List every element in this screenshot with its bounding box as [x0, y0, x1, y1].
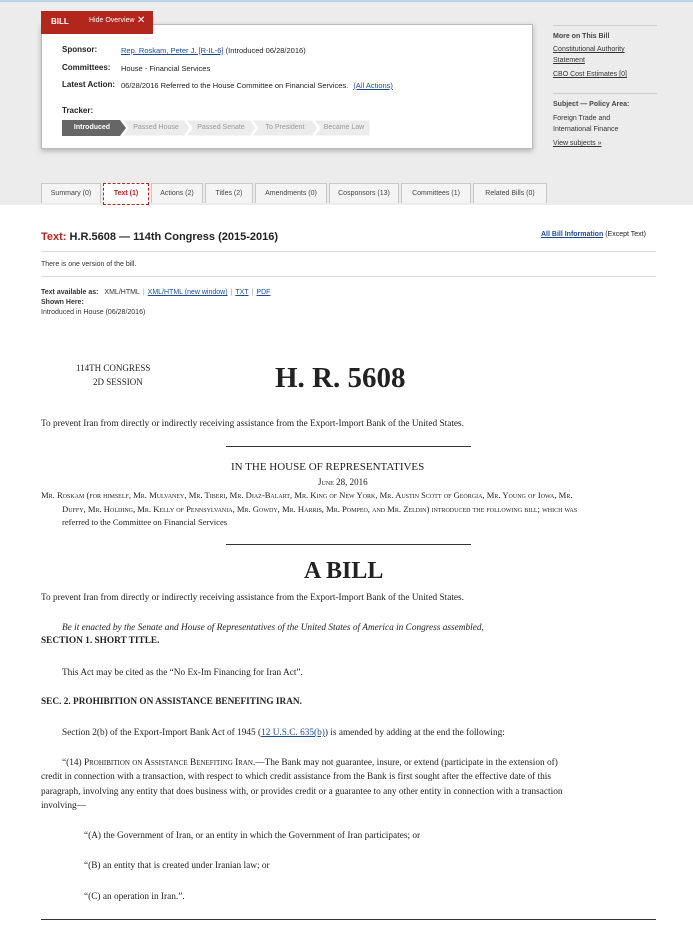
divider [41, 919, 656, 920]
bill-tracker [62, 120, 372, 136]
tab-cosponsors[interactable]: Cosponsors (13) [329, 183, 399, 203]
tab-titles[interactable]: Titles (2) [205, 183, 253, 203]
tracker-step-to-president: To President [265, 124, 305, 131]
session-label: 2D SESSION [93, 377, 143, 387]
sponsor-introduced: (Introduced 06/28/2016) [225, 46, 306, 55]
tab-text[interactable]: Text (1) [103, 183, 149, 205]
tab-summary[interactable]: Summary (0) [41, 183, 101, 203]
tracker-step-passed-house: Passed House [133, 124, 179, 131]
except-text: (Except Text) [605, 231, 646, 238]
format-txt-link[interactable]: TXT [235, 289, 249, 296]
paragraph-14-line-1 [62, 758, 558, 768]
house-heading: IN THE HOUSE OF REPRESENTATIVES [231, 461, 425, 473]
divider [226, 446, 471, 447]
divider [41, 251, 656, 252]
tracker-step-became-law: Became Law [323, 124, 365, 131]
congress-label: 114TH CONGRESS [76, 363, 151, 373]
tab-actions[interactable]: Actions (2) [151, 183, 203, 203]
all-bill-info [541, 231, 646, 238]
statement-link[interactable]: Statement [553, 57, 585, 64]
bill-overview-tab [41, 11, 153, 34]
subject-line-1: Foreign Trade and [553, 115, 611, 122]
section-2-heading: SEC. 2. PROHIBITION ON ASSISTANCE BENEFITING IRAN. [41, 697, 302, 707]
paragraph-14-heading: “(14) Prohibition on Assistance Benefiting Iran. [62, 758, 256, 768]
version-note: There is one version of the bill. [41, 261, 137, 268]
sponsor-label: Sponsor: [62, 45, 98, 54]
section-2-pre: Section 2(b) of the Export-Import Bank Act of 1945 ( [62, 728, 262, 738]
introduction-date: June 28, 2016 [318, 477, 368, 487]
paragraph-14-line-4: involving— [41, 801, 86, 811]
tab-related-bills[interactable]: Related Bills (0) [473, 183, 547, 203]
text-label: Text: [41, 231, 67, 243]
tab-amendments[interactable]: Amendments (0) [255, 183, 327, 203]
section-1-text: This Act may be cited as the “No Ex-Im Financing for Iran Act”. [62, 668, 303, 678]
introduced-version: Introduced in House (06/28/2016) [41, 309, 146, 316]
bill-tab-label: BILL [51, 17, 69, 26]
committees-label: Committees: [62, 63, 111, 72]
latest-action-text: 06/28/2016 Referred to the House Committee on Financial Services. [121, 81, 349, 90]
format-xml-new-window-link[interactable]: XML/HTML (new window) [147, 289, 228, 296]
committees-row [62, 63, 110, 72]
subject-line-2: International Finance [553, 126, 619, 133]
sponsors-line-2: Duffy, Mr. Holding, Mr. Kelly of Pennsylvania, Mr. Gowdy, Mr. Harris, Mr. Pompeo, and Mr. Zeldin) introduced the following bill; which was [62, 504, 578, 514]
enacting-clause: Be it enacted by the Senate and House of Representatives of the United States of America in Congress assembled, [62, 623, 484, 633]
subparagraph-c: “(C) an operation in Iran.”. [84, 892, 185, 902]
sidebar-divider-top [553, 25, 657, 26]
cbo-cost-estimates-link[interactable]: CBO Cost Estimates [0] [553, 71, 627, 78]
more-on-bill-heading: More on This Bill [553, 33, 610, 40]
bill-title: H.R.5608 — 114th Congress (2015-2016) [69, 231, 279, 243]
sponsors-line-1: Mr. Roskam (for himself, Mr. Mulvaney, Mr. Tiberi, Mr. Diaz-Balart, Mr. King of New York, Mr. Austin Scott of Georgia, Mr. Young of Iowa, Mr. [41, 490, 573, 500]
close-icon[interactable]: ✕ [137, 15, 146, 26]
latest-action-row [62, 80, 115, 89]
a-bill-heading: A BILL [304, 558, 384, 584]
format-pdf-link[interactable]: PDF [256, 289, 271, 296]
tracker-step-introduced: Introduced [73, 124, 111, 131]
divider [41, 276, 656, 277]
sponsors-line-3: referred to the Committee on Financial Services [62, 517, 228, 527]
committees-value: House - Financial Services [121, 64, 211, 73]
bill-purpose: To prevent Iran from directly or indirectly receiving assistance from the Export-Import Bank of the United States. [41, 419, 464, 429]
subject-policy-heading: Subject — Policy Area: [553, 101, 630, 108]
all-bill-information-link[interactable]: All Bill Information [541, 231, 604, 238]
bill-number: H. R. 5608 [275, 362, 406, 394]
paragraph-14-line-2: credit in connection with a transaction, with respect to which credit assistance from the Bank is first sought after the effective date of this [41, 772, 551, 782]
sponsor-value [121, 46, 306, 55]
subparagraph-b: “(B) an entity that is created under Iranian law; or [84, 861, 270, 871]
section-2-text [62, 728, 505, 738]
shown-here-label: Shown Here: [41, 299, 84, 306]
usc-citation-link[interactable]: 12 U.S.C. 635(b) [261, 728, 325, 738]
sponsor-row [62, 45, 97, 54]
divider [226, 544, 471, 545]
paragraph-14-lead-text: —The Bank may not guarantee, insure, or extend (participate in the extension of) [255, 758, 558, 768]
subparagraph-a: “(A) the Government of Iran, or an entity in which the Government of Iran participates; or [84, 831, 421, 841]
bill-purpose-repeat: To prevent Iran from directly or indirectly receiving assistance from the Export-Import Bank of the United States. [41, 593, 464, 603]
tab-committees[interactable]: Committees (1) [401, 183, 471, 203]
tracker-step-passed-senate: Passed Senate [197, 124, 245, 131]
sidebar-divider-mid [553, 93, 657, 94]
latest-action-value [121, 81, 393, 90]
section-2-post: ) is amended by adding at the end the following: [324, 728, 505, 738]
paragraph-14-line-3: paragraph, involving any entity that does business with, or provides credit or a guarantee to any other entity in connection with a transaction [41, 787, 563, 797]
text-formats-row: Text available as: XML/HTML | XML/HTML (new window) | TXT | PDF [41, 289, 271, 296]
hide-overview-link[interactable]: Hide Overview [89, 17, 135, 24]
section-1-heading: SECTION 1. SHORT TITLE. [41, 636, 160, 646]
text-available-label: Text available as: [41, 289, 99, 296]
view-subjects-link[interactable]: View subjects » [553, 140, 602, 147]
page-title [41, 231, 278, 243]
sponsor-link[interactable]: Rep. Roskam, Peter J. [R-IL-6] [121, 46, 224, 55]
latest-action-label: Latest Action: [62, 80, 116, 89]
constitutional-authority-link[interactable]: Constitutional Authority [553, 46, 625, 53]
tracker-row [62, 106, 93, 115]
all-actions-link[interactable]: (All Actions) [353, 81, 393, 90]
format-xml-current: XML/HTML [104, 289, 140, 296]
tracker-label: Tracker: [62, 106, 94, 115]
